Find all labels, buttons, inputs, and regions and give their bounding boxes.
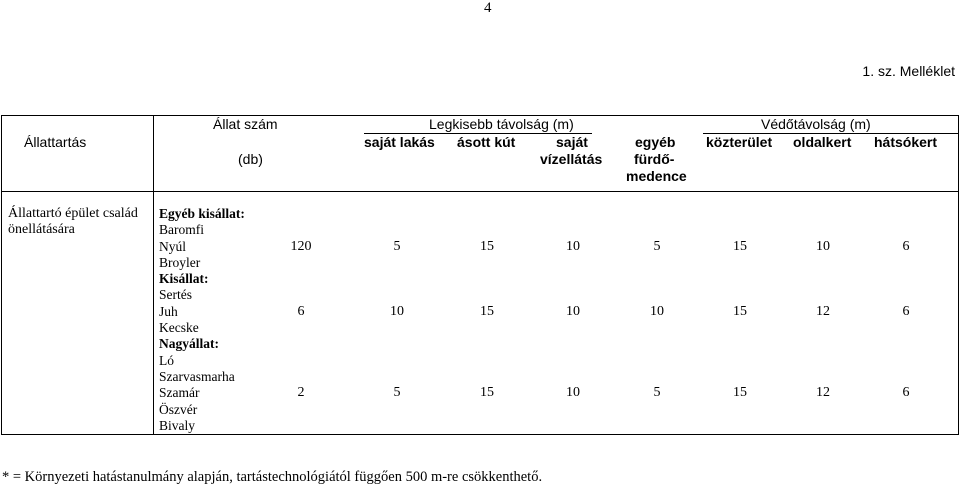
header-allat-szam: Állat szám (213, 116, 278, 132)
value-cell-egyeb-kisallat: 10 (566, 239, 580, 254)
value-cell-egyeb-kisallat: 120 (290, 239, 312, 254)
header-egyeb-furdomedence-2: fürdő- (634, 151, 675, 167)
value-cell-egyeb-kisallat: 6 (902, 239, 910, 254)
value-cell-kisallat: 6 (902, 304, 910, 319)
header-egyeb-furdomedence-3: medence (626, 168, 687, 184)
value-cell-nagyallat: 12 (816, 385, 830, 400)
header-hatsokert: hátsókert (874, 134, 938, 150)
header-oldalkert: oldalkert (793, 134, 852, 150)
header-vedotavolsag: Védőtávolság (m) (761, 116, 871, 132)
header-legkisebb-tavolsag: Legkisebb távolság (m) (429, 116, 574, 132)
header-sajat-lakas: saját lakás (364, 134, 435, 150)
animal-item: Broyler (159, 254, 201, 270)
animal-category: Nagyállat: (159, 336, 219, 352)
animal-item: Ló (159, 352, 174, 368)
footnote: * = Környezeti hatástanulmány alapján, tartástechnológiától függően 500 m-re csökkenthető. (2, 469, 543, 485)
value-cell-kisallat: 10 (390, 304, 404, 319)
value-cell-kisallat: 10 (566, 304, 580, 319)
row-label-cont: önellátására (8, 222, 75, 237)
header-kozterulet: közterület (706, 134, 773, 150)
value-cell-kisallat: 15 (480, 304, 494, 319)
animal-list (159, 206, 245, 434)
value-cell-nagyallat: 2 (297, 385, 305, 400)
header-egyeb-furdomedence-1: egyéb (635, 134, 676, 150)
value-cell-kisallat: 15 (733, 304, 747, 319)
header-allat-szam-unit: (db) (238, 151, 263, 167)
row-label: Állattartó épület család (8, 206, 138, 221)
animal-item: Juh (159, 303, 178, 319)
animal-item: Szamár (159, 385, 200, 401)
animal-item: Szarvasmarha (159, 368, 235, 384)
animal-item: Nyúl (159, 238, 186, 254)
value-cell-kisallat: 10 (650, 304, 664, 319)
header-sajat-vizellatas-2: vízellátás (540, 151, 603, 167)
value-cell-nagyallat: 15 (480, 385, 494, 400)
value-cell-egyeb-kisallat: 15 (480, 239, 494, 254)
animal-category: Egyéb kisállat: (159, 206, 245, 221)
value-cell-kisallat: 6 (297, 304, 305, 319)
annex-label: 1. sz. Melléklet (862, 63, 955, 79)
value-cell-egyeb-kisallat: 5 (653, 239, 661, 254)
value-cell-nagyallat: 15 (733, 385, 747, 400)
value-cell-nagyallat: 5 (653, 385, 661, 400)
value-cell-nagyallat: 10 (566, 385, 580, 400)
animal-item: Sertés (159, 287, 192, 303)
value-cell-egyeb-kisallat: 10 (816, 239, 830, 254)
value-cell-kisallat: 12 (816, 304, 830, 319)
animal-item: Bivaly (159, 417, 195, 433)
header-allattartas: Állattartás (24, 134, 87, 150)
header-sajat-vizellatas-1: saját (556, 134, 588, 150)
value-cell-nagyallat: 6 (902, 385, 910, 400)
page-number: 4 (484, 0, 492, 16)
header-asott-kut: ásott kút (457, 134, 516, 150)
animal-item: Baromfi (159, 222, 204, 238)
animal-item: Öszvér (159, 401, 198, 417)
animal-item: Kecske (159, 320, 199, 336)
animal-category: Kisállat: (159, 271, 209, 287)
value-cell-egyeb-kisallat: 15 (733, 239, 747, 254)
value-cell-egyeb-kisallat: 5 (393, 239, 401, 254)
value-cell-nagyallat: 5 (393, 385, 401, 400)
